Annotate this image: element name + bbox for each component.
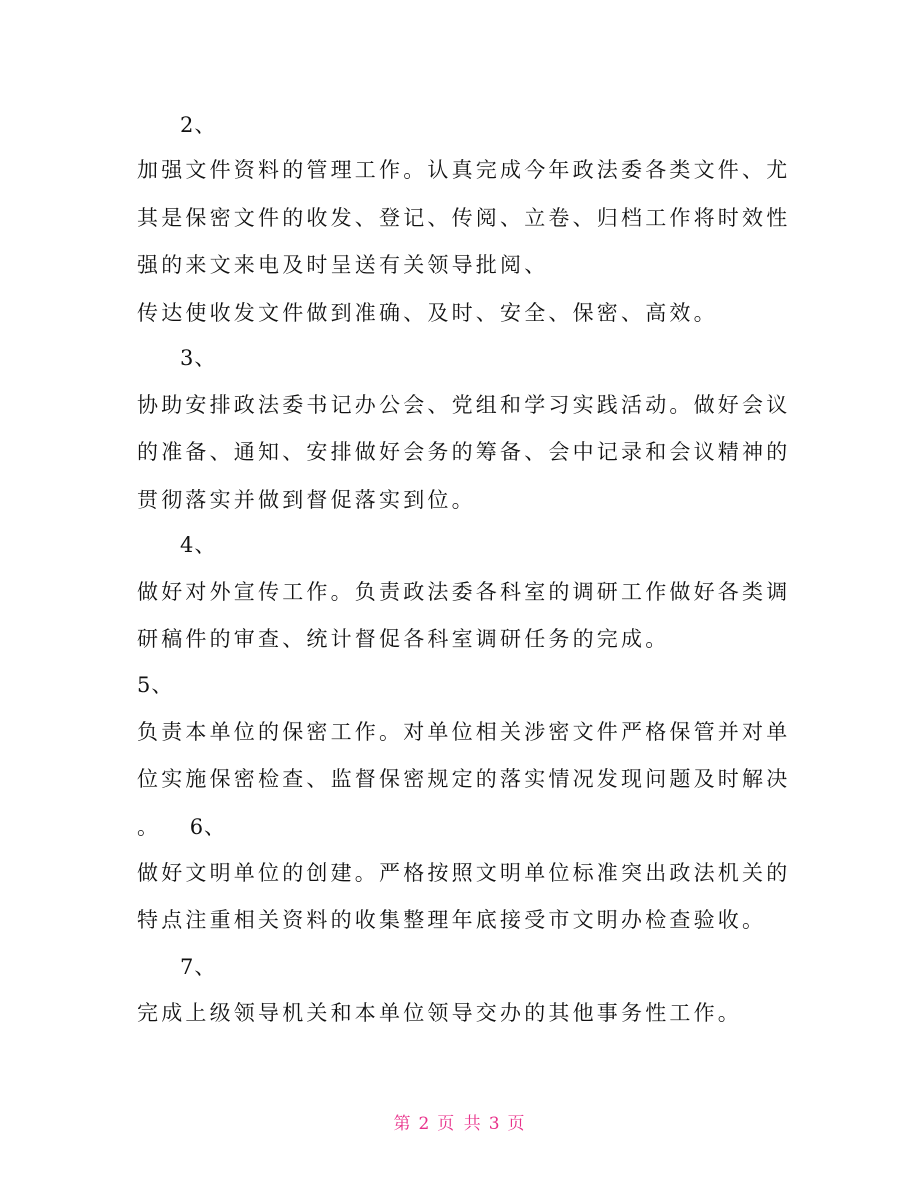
body-line: 加强文件资料的管理工作。认真完成今年政法委各类文件、尤 xyxy=(137,158,791,182)
body-line: 做好文明单位的创建。严格按照文明单位标准突出政法机关的 xyxy=(137,861,791,885)
body-line: 贯彻落实并做到督促落实到位。 xyxy=(137,488,476,512)
item-number-4: 4、 xyxy=(180,533,217,557)
footer-middle: 页 共 xyxy=(437,1114,483,1134)
item-number-5: 5、 xyxy=(137,673,174,697)
item-number-3: 3、 xyxy=(180,346,217,370)
body-line: 其是保密文件的收发、登记、传阅、立卷、归档工作将时效性 xyxy=(137,206,791,230)
body-line: 协助安排政法委书记办公会、党组和学习实践活动。做好会议 xyxy=(137,393,791,417)
item-number-2: 2、 xyxy=(180,113,217,137)
footer-current-page: 2 xyxy=(418,1114,432,1134)
item-number-7: 7、 xyxy=(180,955,217,979)
body-line: 的准备、通知、安排做好会务的筹备、会中记录和会议精神的 xyxy=(137,440,791,464)
body-line: 特点注重相关资料的收集整理年底接受市文明办检查验收。 xyxy=(137,908,767,932)
body-line: 强的来文来电及时呈送有关领导批阅、 xyxy=(137,253,549,277)
body-line: 负责本单位的保密工作。对单位相关涉密文件严格保管并对单 xyxy=(137,720,791,744)
body-line: 位实施保密检查、监督保密规定的落实情况发现问题及时解决 xyxy=(137,767,791,791)
body-line: 研稿件的审查、统计督促各科室调研任务的完成。 xyxy=(137,627,670,651)
item-number-6: 。 6、 xyxy=(137,815,227,839)
footer-suffix: 页 xyxy=(507,1114,527,1134)
body-line: 传达使收发文件做到准确、及时、安全、保密、高效。 xyxy=(137,301,718,325)
page-footer xyxy=(0,1112,920,1136)
body-line: 做好对外宣传工作。负责政法委各科室的调研工作做好各类调 xyxy=(137,580,791,604)
footer-total-pages: 3 xyxy=(488,1114,502,1134)
body-line: 完成上级领导机关和本单位领导交办的其他事务性工作。 xyxy=(137,1001,742,1025)
footer-prefix: 第 xyxy=(393,1114,413,1134)
